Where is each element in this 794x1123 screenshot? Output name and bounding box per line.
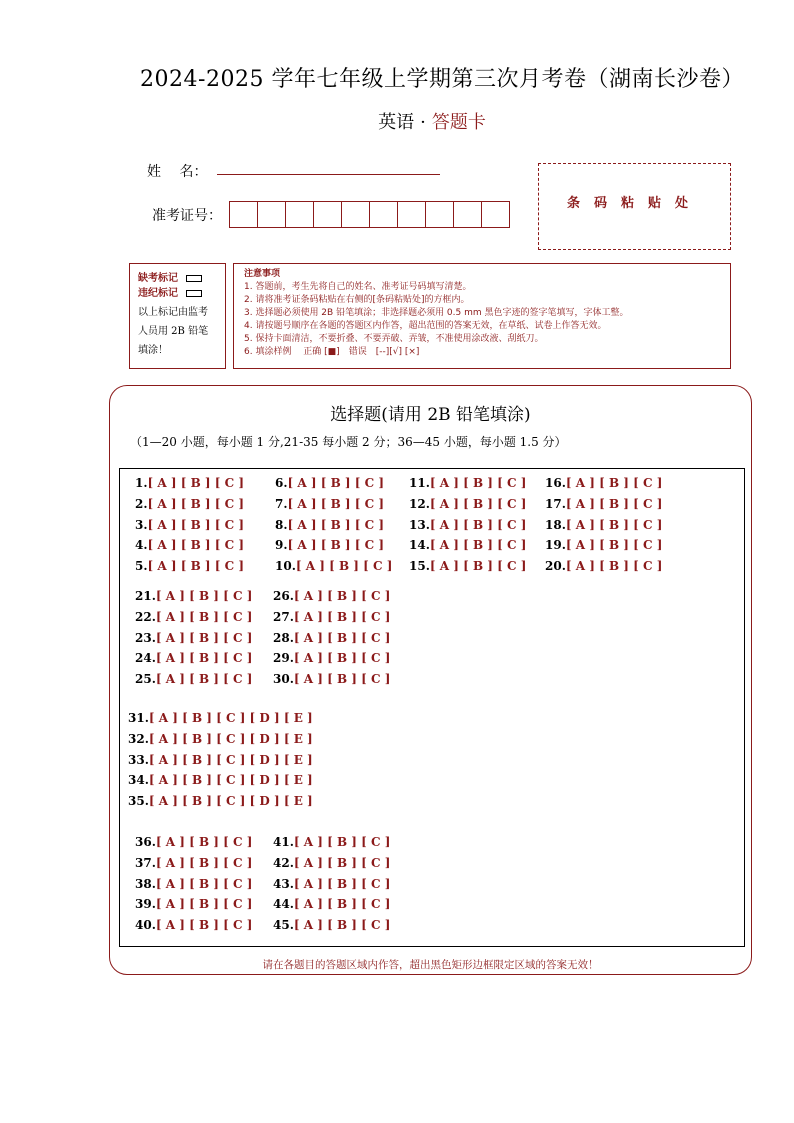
id-digit-box[interactable] [481,201,510,228]
answer-options[interactable]: [ A ] [ B ] [ C ] [293,609,391,624]
question-number: 42. [273,855,294,870]
question-number: 32. [128,731,149,746]
id-digit-box[interactable] [425,201,454,228]
question-number: 26. [273,589,294,603]
absent-mark-checkbox[interactable] [186,275,202,282]
question-item[interactable] [409,538,526,552]
question-item[interactable] [135,589,252,603]
question-item[interactable] [273,877,390,891]
answer-options[interactable]: [ A ] [ B ] [ C ] [293,630,391,645]
question-number: 9. [275,538,288,553]
name-field[interactable] [217,174,440,175]
question-item[interactable] [275,476,384,490]
question-number: 29. [273,651,294,666]
answer-options[interactable]: [ A ] [ B ] [ C ] [155,897,253,912]
question-number: 31. [128,711,149,725]
answer-options[interactable]: [ A ] [ B ] [ C ] [293,897,391,912]
question-number: 23. [135,630,156,645]
answer-options[interactable]: [ A ] [ B ] [ C ] [155,630,253,645]
instructions-box [233,263,731,369]
question-item[interactable] [273,672,390,686]
question-item[interactable] [135,897,252,911]
answer-options[interactable]: [ A ] [ B ] [ C ] [147,517,245,532]
question-item[interactable] [273,835,390,849]
answer-options[interactable]: [ A ] [ B ] [ C ] [293,672,391,687]
question-item[interactable] [409,476,526,490]
question-item[interactable] [273,918,390,932]
answer-options[interactable]: [ A ] [ B ] [ C ] [155,589,253,603]
answer-options[interactable]: [ A ] [ B ] [ C ] [287,538,385,553]
answer-options[interactable]: [ A ] [ B ] [ C ] [293,651,391,666]
question-number: 12. [409,496,430,511]
name-label: 姓 名： [147,164,208,180]
answer-options[interactable]: [ A ] [ B ] [ C ] [565,496,663,511]
question-number: 27. [273,609,294,624]
question-item[interactable] [135,476,244,490]
absence-mark-box [129,263,226,369]
question-number: 18. [545,517,566,532]
question-item[interactable] [128,794,313,808]
answer-options[interactable]: [ A ] [ B ] [ C ] [155,651,253,666]
question-number: 8. [275,517,288,532]
answer-options[interactable]: [ A ] [ B ] [ C ] [155,855,253,870]
id-digit-box[interactable] [285,201,314,228]
question-item[interactable] [545,559,662,573]
question-number: 33. [128,752,149,767]
id-digit-box[interactable] [257,201,286,228]
answer-options[interactable]: [ A ] [ B ] [ C ] [565,517,663,532]
instruction-item: 3. 选择题必须使用 2B 铅笔填涂；非选择题必须用 0.5 mm 黑色字迹的签字笔填写，字体工整。 [244,308,629,318]
id-number-boxes[interactable] [229,201,509,228]
question-number: 7. [275,496,288,511]
answer-options[interactable]: [ A ] [ B ] [ C ] [295,559,393,574]
sheet-kind-label: 答题卡 [431,112,486,133]
question-number: 14. [409,538,430,553]
question-item[interactable] [545,497,662,511]
instruction-item: 6. 填涂样例 正确 [■] 错误 [--][√] [×] [244,347,420,357]
answer-options[interactable]: [ A ] [ B ] [ C ] [293,855,391,870]
violation-mark-label: 违纪标记 [138,288,178,299]
instruction-item: 1. 答题前，考生先将自己的姓名、准考证号码填写清楚。 [244,282,472,292]
question-number: 2. [135,496,148,511]
answer-options[interactable]: [ A ] [ B ] [ C ] [429,496,527,511]
question-number: 25. [135,672,156,687]
question-item[interactable] [135,835,252,849]
question-item[interactable] [273,610,390,624]
question-item[interactable] [135,672,252,686]
section-scoring-note: （1—20 小题，每小题 1 分,21-35 每小题 2 分；36—45 小题，每小题 1.5 分） [130,435,567,449]
question-number: 17. [545,496,566,511]
question-number: 1. [135,476,148,490]
question-item[interactable] [545,538,662,552]
question-number: 4. [135,538,148,553]
answer-options[interactable]: [ A ] [ B ] [ C ] [ D ] [ E ] [148,773,313,788]
question-number: 39. [135,897,156,912]
question-number: 10. [275,559,296,574]
id-digit-box[interactable] [313,201,342,228]
answer-options[interactable]: [ A ] [ B ] [ C ] [147,496,245,511]
question-number: 28. [273,630,294,645]
question-number: 41. [273,835,294,849]
question-item[interactable] [135,538,244,552]
question-number: 40. [135,918,156,933]
id-digit-box[interactable] [369,201,398,228]
question-item[interactable] [275,559,392,573]
answer-options[interactable]: [ A ] [ B ] [ C ] [429,517,527,532]
answer-options[interactable]: [ A ] [ B ] [ C ] [155,609,253,624]
question-number: 34. [128,773,149,788]
question-item[interactable] [128,773,313,787]
id-digit-box[interactable] [397,201,426,228]
question-number: 21. [135,589,156,603]
question-item[interactable] [135,856,252,870]
answer-options[interactable]: [ A ] [ B ] [ C ] [429,538,527,553]
instruction-item: 4. 请按题号顺序在各题的答题区内作答，超出范围的答案无效，在草纸、试卷上作答无效。 [244,321,607,331]
question-item[interactable] [135,497,244,511]
answer-options[interactable]: [ A ] [ B ] [ C ] [429,476,527,490]
question-number: 3. [135,517,148,532]
mark-note-line: 人员用 2B 铅笔 [138,326,209,337]
question-item[interactable] [135,877,252,891]
answer-options[interactable]: [ A ] [ B ] [ C ] [147,559,245,574]
question-item[interactable] [409,497,526,511]
answer-options[interactable]: [ A ] [ B ] [ C ] [287,517,385,532]
question-number: 37. [135,855,156,870]
answer-options[interactable]: [ A ] [ B ] [ C ] [565,559,663,574]
answer-options[interactable]: [ A ] [ B ] [ C ] [ D ] [ E ] [148,731,313,746]
answer-options[interactable]: [ A ] [ B ] [ C ] [155,835,253,849]
subject-label: 英语 [378,112,415,133]
question-item[interactable] [128,753,313,767]
question-item[interactable] [273,856,390,870]
question-item[interactable] [273,631,390,645]
question-number: 44. [273,897,294,912]
page-title: 2024-2025 学年七年级上学期第三次月考卷（湖南长沙卷） [140,67,744,92]
id-digit-box[interactable] [341,201,370,228]
answer-options[interactable]: [ A ] [ B ] [ C ] [155,672,253,687]
question-item[interactable] [273,651,390,665]
answer-options[interactable]: [ A ] [ B ] [ C ] [155,918,253,933]
question-number: 38. [135,876,156,891]
question-number: 35. [128,794,149,809]
absent-mark-label: 缺考标记 [138,273,178,284]
question-item[interactable] [128,711,313,725]
answer-options[interactable]: [ A ] [ B ] [ C ] [ D ] [ E ] [148,794,313,809]
answer-options[interactable]: [ A ] [ B ] [ C ] [293,835,391,849]
question-number: 13. [409,517,430,532]
mark-note-line: 填涂！ [138,345,168,356]
question-number: 43. [273,876,294,891]
question-item[interactable] [273,897,390,911]
violation-mark-checkbox[interactable] [186,290,202,297]
answer-options[interactable]: [ A ] [ B ] [ C ] [147,476,245,490]
question-number: 24. [135,651,156,666]
barcode-area: 条码粘贴处 [538,163,731,250]
question-item[interactable] [409,518,526,532]
subtitle-separator: · [420,112,426,133]
question-number: 19. [545,538,566,553]
answer-options[interactable]: [ A ] [ B ] [ C ] [293,918,391,933]
question-number: 5. [135,559,148,574]
page-subtitle [0,108,794,134]
question-number: 11. [409,476,430,490]
section-title: 选择题(请用 2B 铅笔填涂) [330,405,531,425]
answer-options[interactable]: [ A ] [ B ] [ C ] [147,538,245,553]
answer-options[interactable]: [ A ] [ B ] [ C ] [287,496,385,511]
question-item[interactable] [135,559,244,573]
question-number: 30. [273,672,294,687]
question-item[interactable] [135,518,244,532]
question-item[interactable] [135,651,252,665]
question-item[interactable] [273,589,390,603]
id-label: 准考证号： [152,208,222,224]
question-item[interactable] [275,518,384,532]
question-number: 45. [273,918,294,933]
question-item[interactable] [545,476,662,490]
question-number: 15. [409,559,430,574]
question-item[interactable] [275,538,384,552]
question-item[interactable] [135,610,252,624]
answer-options[interactable]: [ A ] [ B ] [ C ] [293,876,391,891]
answer-options[interactable]: [ A ] [ B ] [ C ] [429,559,527,574]
answer-options[interactable]: [ A ] [ B ] [ C ] [ D ] [ E ] [148,711,313,725]
question-item[interactable] [409,559,526,573]
question-item[interactable] [128,732,313,746]
id-digit-box[interactable] [229,201,258,228]
question-number: 6. [275,476,288,490]
answer-options[interactable]: [ A ] [ B ] [ C ] [293,589,391,603]
mark-note-line: 以上标记由监考 [138,307,208,318]
question-number: 36. [135,835,156,849]
instruction-item: 2. 请将准考证条码粘贴在右侧的[条码粘贴处]的方框内。 [244,295,470,305]
question-number: 16. [545,476,566,490]
question-item[interactable] [545,518,662,532]
answer-options[interactable]: [ A ] [ B ] [ C ] [565,476,663,490]
answer-options[interactable]: [ A ] [ B ] [ C ] [155,876,253,891]
instructions-heading: 注意事项 [244,269,281,279]
id-digit-box[interactable] [453,201,482,228]
question-item[interactable] [135,631,252,645]
answer-options[interactable]: [ A ] [ B ] [ C ] [ D ] [ E ] [148,752,313,767]
instruction-item: 5. 保持卡面清洁，不要折叠、不要弄破、弄皱，不准使用涂改液、刮纸刀。 [244,334,544,344]
question-number: 20. [545,559,566,574]
answer-options[interactable]: [ A ] [ B ] [ C ] [565,538,663,553]
question-item[interactable] [135,918,252,932]
question-item[interactable] [275,497,384,511]
question-number: 22. [135,609,156,624]
footer-warning: 请在各题目的答题区域内作答，超出黑色矩形边框限定区域的答案无效！ [262,959,599,971]
answer-options[interactable]: [ A ] [ B ] [ C ] [287,476,385,490]
